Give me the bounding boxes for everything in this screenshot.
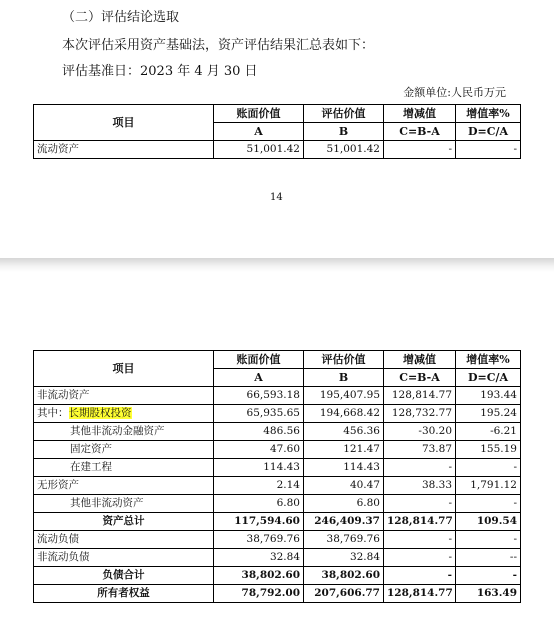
col-book-code: A <box>214 369 304 387</box>
table-row <box>34 405 521 423</box>
cell-a: 78,792.00 <box>214 585 304 603</box>
col-eval: 评估价值 <box>304 351 384 369</box>
row-label: 在建工程 <box>34 459 214 477</box>
cell-c: 73.87 <box>384 441 456 459</box>
cell-b: 32.84 <box>304 549 384 567</box>
cell-d: 1,791.12 <box>456 477 521 495</box>
cell-b: 38,802.60 <box>304 567 384 585</box>
row-label: 非流动负债 <box>34 549 214 567</box>
col-diff-code: C=B-A <box>384 369 456 387</box>
table-row <box>34 567 521 585</box>
cell-c: 128,814.77 <box>384 387 456 405</box>
row-label: 流动资产 <box>34 141 214 159</box>
col-rate-code: D=C/A <box>456 123 521 141</box>
row-label: 非流动资产 <box>34 387 214 405</box>
cell-c: - <box>384 459 456 477</box>
cell-d: 155.19 <box>456 441 521 459</box>
cell-a: 47.60 <box>214 441 304 459</box>
cell-b: 207,606.77 <box>304 585 384 603</box>
col-book-code: A <box>214 123 304 141</box>
row-label: 流动负债 <box>34 531 214 549</box>
table-row <box>34 513 521 531</box>
cell-a: 66,593.18 <box>214 387 304 405</box>
row-label: 其他非流动资产 <box>34 495 214 513</box>
cell-a: 38,769.76 <box>214 531 304 549</box>
cell-d: - <box>456 531 521 549</box>
col-diff-code: C=B-A <box>384 123 456 141</box>
summary-table-top <box>33 104 521 159</box>
cell-d: 193.44 <box>456 387 521 405</box>
table-row <box>34 549 521 567</box>
section-heading: （二）评估结论选取 <box>62 10 180 25</box>
cell-b: 456.36 <box>304 423 384 441</box>
col-item: 项目 <box>34 351 214 387</box>
col-item: 项目 <box>34 105 214 141</box>
cell-b: 195,407.95 <box>304 387 384 405</box>
col-diff: 增减值 <box>384 105 456 123</box>
col-eval: 评估价值 <box>304 105 384 123</box>
cell-a: 114.43 <box>214 459 304 477</box>
highlighted-item: 长期股权投资 <box>68 407 132 419</box>
unit-label: 金额单位:人民币万元 <box>403 86 506 99</box>
table-row <box>34 441 521 459</box>
row-label: 负债合计 <box>34 567 214 585</box>
cell-a: 117,594.60 <box>214 513 304 531</box>
cell-b: 51,001.42 <box>304 141 384 159</box>
cell-d: - <box>456 141 521 159</box>
cell-c: 38.33 <box>384 477 456 495</box>
cell-a: 6.80 <box>214 495 304 513</box>
cell-c: - <box>384 549 456 567</box>
col-book: 账面价值 <box>214 351 304 369</box>
row-label: 无形资产 <box>34 477 214 495</box>
cell-d: - <box>456 459 521 477</box>
col-rate: 增值率% <box>456 105 521 123</box>
col-rate-code: D=C/A <box>456 369 521 387</box>
table-row <box>34 387 521 405</box>
row-label: 固定资产 <box>34 441 214 459</box>
base-date: 评估基准日：2023 年 4 月 30 日 <box>62 64 258 79</box>
cell-a: 65,935.65 <box>214 405 304 423</box>
cell-a: 486.56 <box>214 423 304 441</box>
cell-b: 114.43 <box>304 459 384 477</box>
table-row <box>34 477 521 495</box>
cell-b: 246,409.37 <box>304 513 384 531</box>
table-row <box>34 459 521 477</box>
page-break <box>0 258 554 272</box>
page-number: 14 <box>270 192 283 203</box>
col-rate: 增值率% <box>456 351 521 369</box>
cell-a: 2.14 <box>214 477 304 495</box>
cell-d: 195.24 <box>456 405 521 423</box>
col-eval-code: B <box>304 123 384 141</box>
cell-c: - <box>384 567 456 585</box>
table-row <box>34 495 521 513</box>
intro-text: 本次评估采用资产基础法，资产评估结果汇总表如下： <box>62 38 375 53</box>
cell-c: 128,732.77 <box>384 405 456 423</box>
cell-b: 6.80 <box>304 495 384 513</box>
table-row <box>34 141 521 159</box>
col-book: 账面价值 <box>214 105 304 123</box>
cell-c: - <box>384 141 456 159</box>
cell-c: -30.20 <box>384 423 456 441</box>
cell-a: 32.84 <box>214 549 304 567</box>
cell-d: -- <box>456 549 521 567</box>
cell-c: 128,814.77 <box>384 585 456 603</box>
cell-b: 194,668.42 <box>304 405 384 423</box>
table-row <box>34 531 521 549</box>
cell-c: - <box>384 495 456 513</box>
col-eval-code: B <box>304 369 384 387</box>
cell-c: 128,814.77 <box>384 513 456 531</box>
row-label <box>34 405 214 423</box>
cell-b: 38,769.76 <box>304 531 384 549</box>
cell-a: 51,001.42 <box>214 141 304 159</box>
row-label: 其他非流动金融资产 <box>34 423 214 441</box>
col-diff: 增减值 <box>384 351 456 369</box>
cell-b: 121.47 <box>304 441 384 459</box>
cell-d: - <box>456 567 521 585</box>
cell-d: 163.49 <box>456 585 521 603</box>
cell-d: -6.21 <box>456 423 521 441</box>
cell-b: 40.47 <box>304 477 384 495</box>
cell-a: 38,802.60 <box>214 567 304 585</box>
row-label: 所有者权益 <box>34 585 214 603</box>
summary-table-main <box>33 350 521 603</box>
row-label: 资产总计 <box>34 513 214 531</box>
cell-d: - <box>456 495 521 513</box>
table-row <box>34 423 521 441</box>
cell-c: - <box>384 531 456 549</box>
row-prefix: 其中： <box>37 407 69 419</box>
cell-d: 109.54 <box>456 513 521 531</box>
table-row <box>34 585 521 603</box>
